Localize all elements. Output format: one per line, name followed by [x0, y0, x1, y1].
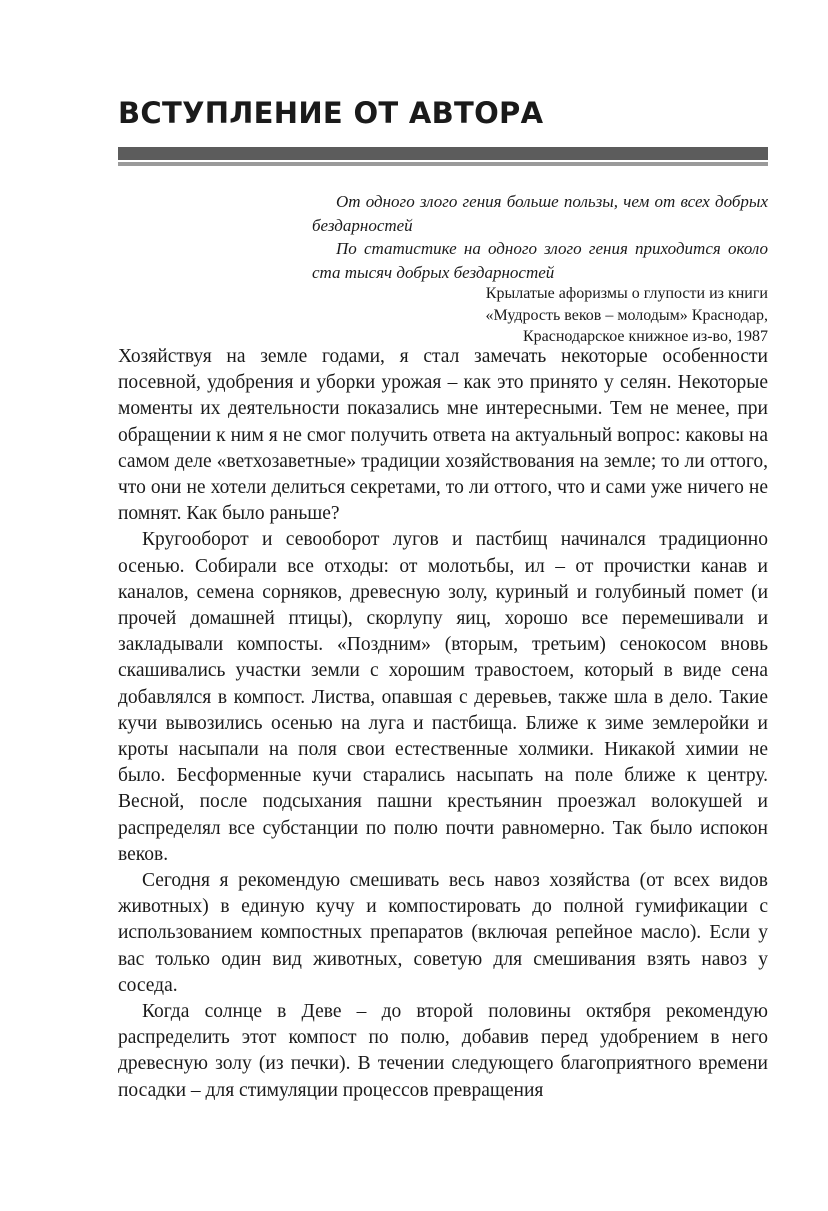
epigraph-line: От одного злого гения больше пользы, чем от всех добрых бездарностей	[312, 192, 768, 235]
paragraph: Кругооборот и севооборот лугов и пастбищ начинался традиционно осенью. Собирали все отходы: от молотьбы, ил – от прочистки канав и каналов, семена сорняков, древесную золу, куриный и голубиный помет (и прочей домашней птицы), скорлупу яиц, хорошо все перемешивали и закладывали компосты. «Поздним» (вторым, третьим) сенокосом вновь скашивались участки земли с хорошим травостоем, который в виде сена добавлялся в компост. Листва, опавшая с деревьев, также шла в дело. Такие кучи вывозились осенью на луга и пастбища. Ближе к зиме землеройки и кроты насыпали на поля свои естественные холмики. Никакой химии не было. Бесформенные кучи старались насыпать на поле ближе к центру. Весной, после подсыхания пашни крестьянин проезжал волокушей и распределял все субстанции по полю почти равномерно. Так было испокон веков.	[118, 529, 768, 865]
epigraph	[312, 190, 768, 284]
epigraph-source-line: Крылатые афоризмы о глупости из книги	[485, 285, 768, 302]
epigraph-source-line: «Мудрость веков – молодым» Краснодар,	[485, 306, 768, 324]
title-rule-thin	[118, 162, 768, 166]
epigraph-line: По статистике на одного злого гения приходится около ста тысяч добрых бездарностей	[312, 239, 768, 282]
body-text	[118, 344, 768, 1104]
epigraph-source-line: Краснодарское книжное из-во, 1987	[522, 328, 768, 345]
epigraph-source	[418, 283, 768, 348]
paragraph: Сегодня я рекомендую смешивать весь навоз хозяйства (от всех видов животных) в единую кучу и компостировать до полной гумификации с использованием компостных препаратов (включая репейное масло). Если у вас только один вид животных, советую для смешивания взять навоз у соседа.	[118, 870, 768, 996]
paragraph: Хозяйствуя на земле годами, я стал замечать некоторые особенности посевной, удобрения и уборки урожая – как это принято у селян. Некоторые моменты их деятельности показались мне интересными. Тем не менее, при обращении к ним я не смог получить ответа на актуальный вопрос: каковы на самом деле «ветхозаветные» традиции хозяйствования на земле; то ли оттого, что они не хотели делиться секретами, то ли оттого, что и сами уже ничего не помнят. Как было раньше?	[118, 346, 768, 525]
paragraph: Когда солнце в Деве – до второй половины октября рекомендую распределить этот компост по полю, добавив перед удобрением в него древесную золу (из печки). В течении следующего благоприятного времени посадки – для стимуляции процессов превращения	[118, 1001, 768, 1101]
title-rule-thick	[118, 147, 768, 160]
chapter-title: ВСТУПЛЕНИЕ ОТ АВТОРА	[118, 96, 544, 130]
